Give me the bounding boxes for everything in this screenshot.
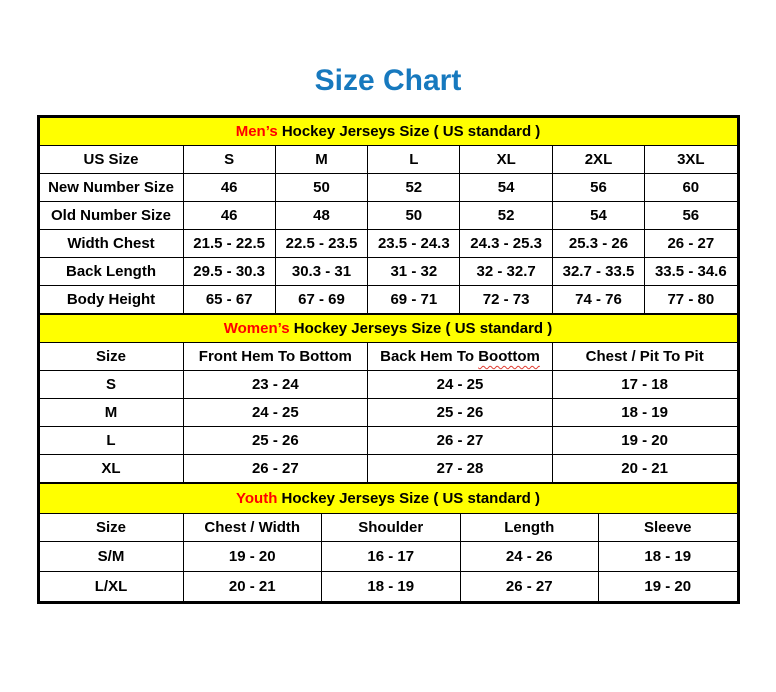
column-header: M — [275, 146, 367, 174]
row-label: L/XL — [39, 572, 183, 602]
cell: 27 - 28 — [368, 455, 553, 483]
column-header: S — [183, 146, 275, 174]
page-title: Size Chart — [314, 64, 462, 97]
cell: 26 - 27 — [645, 230, 737, 258]
cell: 26 - 27 — [368, 427, 553, 455]
section-title-mens — [39, 118, 737, 146]
section-title-row — [39, 484, 737, 514]
cell: 54 — [552, 202, 644, 230]
column-header: Size — [39, 514, 183, 542]
cell: 69 - 71 — [368, 286, 460, 314]
section-title-text: Hockey Jerseys Size ( US standard ) — [277, 123, 541, 140]
cell: 26 - 27 — [460, 572, 599, 602]
section-title-womens — [39, 315, 737, 343]
cell: 25.3 - 26 — [552, 230, 644, 258]
row-label: Old Number Size — [39, 202, 183, 230]
cell: 26 - 27 — [183, 455, 368, 483]
cell: 72 - 73 — [460, 286, 552, 314]
cell: 52 — [460, 202, 552, 230]
table-row — [39, 230, 737, 258]
table-womens — [39, 314, 738, 483]
column-header: Size — [39, 343, 183, 371]
table-row — [39, 427, 737, 455]
section-title-text: Hockey Jerseys Size ( US standard ) — [277, 490, 540, 507]
cell: 50 — [368, 202, 460, 230]
column-header — [368, 343, 553, 371]
cell: 50 — [275, 174, 367, 202]
cell: 25 - 26 — [183, 427, 368, 455]
column-header: XL — [460, 146, 552, 174]
row-label: M — [39, 399, 183, 427]
column-header-row — [39, 343, 737, 371]
cell: 54 — [460, 174, 552, 202]
cell: 19 - 20 — [599, 572, 738, 602]
column-header: Front Hem To Bottom — [183, 343, 368, 371]
table-mens — [39, 117, 738, 314]
row-label: Body Height — [39, 286, 183, 314]
cell: 60 — [645, 174, 737, 202]
table-row — [39, 174, 737, 202]
cell: 29.5 - 30.3 — [183, 258, 275, 286]
column-header: US Size — [39, 146, 183, 174]
column-header: Chest / Width — [183, 514, 322, 542]
cell: 23 - 24 — [183, 371, 368, 399]
cell: 20 - 21 — [552, 455, 737, 483]
cell: 16 - 17 — [322, 542, 461, 572]
row-label: Back Length — [39, 258, 183, 286]
cell: 17 - 18 — [552, 371, 737, 399]
row-label: S/M — [39, 542, 183, 572]
cell: 33.5 - 34.6 — [645, 258, 737, 286]
section-title-text: Hockey Jerseys Size ( US standard ) — [289, 320, 553, 337]
cell: 30.3 - 31 — [275, 258, 367, 286]
cell: 77 - 80 — [645, 286, 737, 314]
cell: 56 — [552, 174, 644, 202]
cell: 19 - 20 — [552, 427, 737, 455]
cell: 65 - 67 — [183, 286, 275, 314]
cell: 31 - 32 — [368, 258, 460, 286]
section-title-row — [39, 118, 737, 146]
table-row — [39, 371, 737, 399]
row-label: S — [39, 371, 183, 399]
cell: 24.3 - 25.3 — [460, 230, 552, 258]
cell: 24 - 25 — [368, 371, 553, 399]
cell: 46 — [183, 202, 275, 230]
cell: 19 - 20 — [183, 542, 322, 572]
row-label: Width Chest — [39, 230, 183, 258]
size-chart-table — [37, 115, 740, 604]
section-title-youth — [39, 484, 737, 514]
section-title-accent: Men’s — [235, 123, 278, 140]
cell: 32.7 - 33.5 — [552, 258, 644, 286]
cell: 23.5 - 24.3 — [368, 230, 460, 258]
row-label: XL — [39, 455, 183, 483]
cell: 67 - 69 — [275, 286, 367, 314]
column-header: L — [368, 146, 460, 174]
cell: 48 — [275, 202, 367, 230]
column-header-row — [39, 146, 737, 174]
table-row — [39, 202, 737, 230]
column-header: Sleeve — [599, 514, 738, 542]
section-title-accent: Youth — [236, 490, 278, 507]
column-header: Length — [460, 514, 599, 542]
column-header: 2XL — [552, 146, 644, 174]
cell: 52 — [368, 174, 460, 202]
table-row — [39, 286, 737, 314]
row-label: New Number Size — [39, 174, 183, 202]
column-header: 3XL — [645, 146, 737, 174]
cell: 24 - 25 — [183, 399, 368, 427]
cell: 56 — [645, 202, 737, 230]
table-row — [39, 455, 737, 483]
cell: 32 - 32.7 — [460, 258, 552, 286]
column-header: Chest / Pit To Pit — [552, 343, 737, 371]
table-row — [39, 572, 737, 602]
cell: 20 - 21 — [183, 572, 322, 602]
cell: 25 - 26 — [368, 399, 553, 427]
section-title-accent: Women’s — [223, 320, 290, 337]
cell: 18 - 19 — [552, 399, 737, 427]
cell: 22.5 - 23.5 — [275, 230, 367, 258]
cell: 18 - 19 — [599, 542, 738, 572]
table-row — [39, 399, 737, 427]
cell: 74 - 76 — [552, 286, 644, 314]
table-row — [39, 542, 737, 572]
cell: 24 - 26 — [460, 542, 599, 572]
cell: 21.5 - 22.5 — [183, 230, 275, 258]
table-youth — [39, 483, 738, 602]
cell: 46 — [183, 174, 275, 202]
column-header-row — [39, 514, 737, 542]
misspelled-word: Boottom — [478, 348, 540, 365]
cell: 18 - 19 — [322, 572, 461, 602]
column-header: Shoulder — [322, 514, 461, 542]
table-row — [39, 258, 737, 286]
column-header-text: Back Hem To — [380, 348, 479, 365]
section-title-row — [39, 315, 737, 343]
row-label: L — [39, 427, 183, 455]
